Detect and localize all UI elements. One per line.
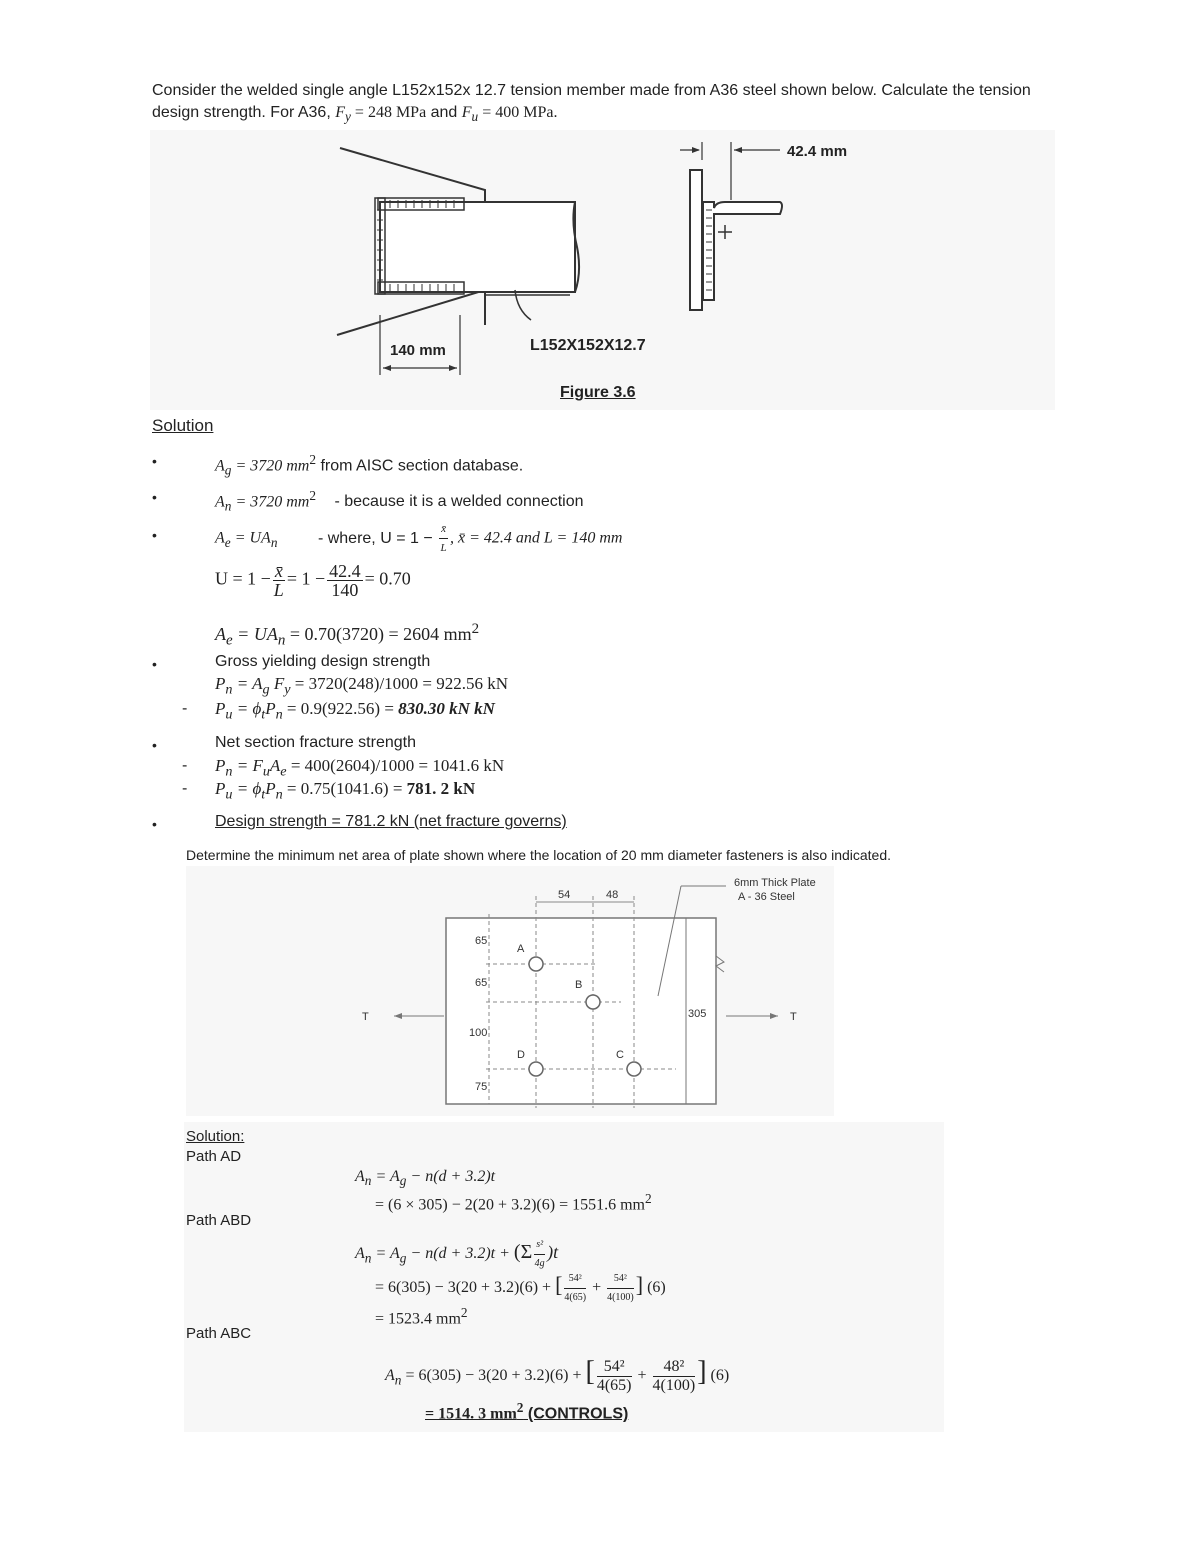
abc-line-1: $A_n = 6(305) - 3(20 + 3.2)(6)$ + [ $\frac{\text{54²}}{4(65)}$ + $\frac{\text{48²}}{4(100)}$ ] (6): [385, 1356, 730, 1394]
bullet-icon: •: [152, 737, 157, 753]
ae-fraction: [439, 520, 448, 557]
gross-pu-symbol: P: [215, 699, 226, 718]
net-pu-symbol: P: [215, 779, 226, 798]
u-frac2-den: 140: [331, 580, 359, 600]
abd-ag-sub: g: [399, 1250, 407, 1266]
angle-member: [380, 202, 575, 292]
gross-pu-sub: u: [225, 706, 233, 723]
u-frac2-num: 42.4: [329, 561, 361, 581]
hole-b: [586, 995, 600, 1009]
ae-line: [215, 520, 622, 557]
gross-pu-eq: = ϕ: [232, 699, 262, 718]
abd-an-sub: n: [364, 1250, 372, 1266]
net-ae: A: [269, 756, 281, 775]
bolted-plate-drawing: [186, 866, 834, 1116]
ae2-sup: 2: [471, 621, 480, 637]
ae2-eq: = UA: [232, 624, 278, 644]
gross-pn-eq: = A: [232, 674, 263, 693]
net-pu-sub: u: [225, 786, 233, 803]
net-pu-pn-sub: n: [275, 786, 283, 803]
ad-ag-sub: g: [399, 1173, 407, 1189]
u-frac1-den: L: [273, 580, 284, 600]
abd-result-sup: 2: [460, 1305, 468, 1320]
dim-65a: 65: [475, 935, 488, 947]
plate-label-1: 6mm Thick Plate: [734, 877, 816, 889]
ad-line-2: [375, 1188, 652, 1216]
ae-where: - where, U = 1 −: [317, 529, 438, 547]
abd-an: A: [355, 1245, 365, 1263]
net-pu-pn: P: [265, 779, 276, 798]
abc-result-sup: 2: [516, 1400, 524, 1415]
abc-frac-2: [653, 1358, 696, 1395]
problem-2-statement: Determine the minimum net area of plate shown where the location of 20 mm diameter fasteners is also indicated.: [186, 847, 892, 863]
dash-icon: -: [182, 700, 188, 717]
abd-rest: − n(d + 3.2)t +: [406, 1245, 514, 1263]
ad-rest: − n(d + 3.2)t: [406, 1168, 496, 1185]
dash-icon: -: [182, 757, 188, 774]
gross-ag-sub: g: [262, 681, 270, 698]
gross-pu-pn-sub: n: [275, 706, 283, 723]
gross-pn-symbol: P: [215, 674, 226, 693]
net-pn-sub: n: [225, 763, 233, 780]
abd-f2-den: 4(100): [607, 1292, 634, 1303]
bullet-icon: •: [152, 656, 157, 672]
ag-line: [215, 449, 523, 482]
net-pu-eq: = ϕ: [232, 779, 262, 798]
abd-sum-num: s²: [534, 1236, 545, 1255]
path-abc-label: Path ABC: [186, 1325, 252, 1342]
fy-value: = 248 MPa: [350, 104, 427, 121]
gross-pu-line: [215, 698, 495, 725]
ae-sub: e: [224, 534, 231, 550]
abc-calc: = 6(305) − 3(20 + 3.2)(6) +: [401, 1367, 586, 1385]
abd-f1-num: 54²: [564, 1270, 586, 1289]
net-pu-line: [215, 778, 475, 805]
abd-sum-close: )t: [547, 1242, 559, 1263]
weld-connection-drawing: [150, 130, 1055, 410]
u-rhs: = 0.70: [364, 568, 411, 589]
abc-result: = 1514. 3 mm: [425, 1405, 517, 1423]
ae-rest: , x̄ = 42.4 and L = 140 mm: [450, 529, 623, 547]
net-ae-sub: e: [280, 763, 287, 780]
bullet-icon: •: [152, 489, 157, 505]
ad-sup: 2: [644, 1191, 652, 1206]
u-lhs: U = 1 −: [215, 568, 271, 589]
fu-symbol: F: [461, 104, 472, 121]
angle-end-view: [703, 202, 782, 300]
solution-2-heading: Solution:: [186, 1128, 245, 1145]
load-left: T: [362, 1011, 369, 1023]
dash-icon: -: [182, 780, 188, 797]
abc-f1-den: 4(65): [596, 1377, 632, 1394]
ad-an: A: [355, 1168, 365, 1185]
abd-result: = 1523.4 mm: [375, 1310, 461, 1328]
abd-ag: = A: [371, 1245, 400, 1263]
u-equation: [215, 562, 411, 599]
ae-frac-den: L: [440, 542, 447, 554]
path-ad-label: Path AD: [186, 1148, 242, 1165]
label-d: D: [517, 1049, 525, 1061]
ae2-sub: e: [226, 632, 233, 649]
net-heading: Net section fracture strength: [215, 734, 416, 751]
label-c: C: [616, 1049, 624, 1061]
abc-tail: (6): [710, 1367, 730, 1385]
problem-statement-line-2: [152, 102, 557, 128]
an-sub: n: [224, 498, 232, 514]
bracket-close: ]: [697, 1356, 707, 1388]
dim-100: 100: [469, 1027, 488, 1039]
dim-48: 48: [606, 889, 619, 901]
gross-fy: F: [269, 674, 285, 693]
fu-sub: u: [471, 109, 479, 125]
bracket-open: [: [555, 1272, 563, 1298]
dim-42-label: 42.4 mm: [787, 143, 848, 160]
an-eq: = 3720 mm: [231, 493, 310, 511]
solution-heading: Solution: [152, 416, 214, 435]
abd-sum: (Σ: [513, 1241, 533, 1264]
abd-frac-2: [607, 1270, 634, 1307]
ag-eq: = 3720 mm: [231, 457, 310, 475]
fu-value: = 400 MPa.: [478, 104, 558, 121]
net-phi-sub: t: [261, 786, 266, 803]
statement-text: design strength. For A36,: [152, 104, 336, 121]
and-text: and: [426, 104, 462, 121]
gross-pn-rest: = 3720(248)/1000 = 922.56 kN: [290, 674, 509, 693]
net-pn-rest: = 400(2604)/1000 = 1041.6 kN: [286, 756, 505, 775]
ae2-symbol: A: [215, 624, 226, 644]
abc-an-sub: n: [394, 1372, 402, 1388]
gross-pu-rest: = 0.9(922.56) =: [282, 699, 399, 718]
an-note: - because it is a welded connection: [334, 493, 584, 511]
ae-eq-sub: n: [270, 534, 278, 550]
abd-f1-den: 4(65): [564, 1292, 587, 1303]
ag-sup: 2: [309, 452, 317, 467]
dim-54: 54: [558, 889, 571, 901]
ag-note: from AISC section database.: [316, 457, 524, 475]
figure-caption: Figure 3.6: [560, 384, 636, 401]
ag-symbol: A: [215, 457, 225, 475]
u-frac-2: [327, 562, 363, 599]
bracket-close: ]: [635, 1272, 644, 1298]
gross-pn-line: [215, 673, 508, 700]
plate-label-2: A - 36 Steel: [738, 891, 795, 903]
u-frac-1: [273, 562, 285, 599]
ae2-eq-sub: n: [277, 632, 286, 649]
an-line: [215, 485, 584, 518]
dim-305: 305: [688, 1008, 707, 1020]
gusset-bottom-edge: [337, 290, 485, 335]
hole-d: [529, 1062, 543, 1076]
abd-tail: (6): [647, 1279, 666, 1297]
ae-symbol: A: [215, 529, 225, 547]
dim-75: 75: [475, 1081, 488, 1093]
dim-140-label: 140 mm: [390, 342, 446, 359]
ae-frac-num: x̄: [439, 520, 448, 539]
abc-an: A: [385, 1367, 395, 1385]
ag-sub: g: [224, 462, 232, 478]
load-right: T: [790, 1011, 797, 1023]
abc-result-line: [425, 1397, 628, 1425]
hole-c: [627, 1062, 641, 1076]
gross-phi-sub: t: [261, 706, 266, 723]
gross-heading: Gross yielding design strength: [215, 653, 431, 670]
hole-a: [529, 957, 543, 971]
an-sup: 2: [309, 488, 317, 503]
label-b: B: [575, 979, 583, 991]
path-abd-label: Path ABD: [186, 1212, 252, 1229]
gross-pn-sub: n: [225, 681, 233, 698]
abd-sum-frac: [534, 1236, 545, 1273]
gusset-end-view: [690, 170, 702, 310]
net-pu-result: 781. 2 kN: [406, 779, 476, 798]
an-symbol: A: [215, 493, 225, 511]
ad-ag: = A: [371, 1168, 400, 1185]
abd-calc: = 6(305) − 3(20 + 3.2)(6) +: [375, 1279, 556, 1297]
bracket-open: [: [585, 1356, 595, 1388]
plate-figure: [186, 866, 834, 1116]
section-label: L152X152X12.7: [530, 337, 646, 354]
fy-sub: y: [345, 109, 351, 125]
gross-fy-sub: y: [284, 681, 291, 698]
label-a: A: [517, 943, 525, 955]
bullet-icon: •: [152, 527, 157, 543]
gross-pu-result: 830.30 kN kN: [398, 699, 495, 718]
abd-line-2: = 6(305) − 3(20 + 3.2)(6) + [ $\frac{\text{54²}}{4(65)}$ + $\frac{\text{54²}}{4(100)}$ ] (6): [375, 1270, 666, 1307]
ad-calc: = (6 × 305) − 2(20 + 3.2)(6) = 1551.6 mm: [375, 1196, 645, 1214]
problem-statement-line-1: Consider the welded single angle L152x152x 12.7 tension member made from A36 steel shown below. Calculate the tension: [152, 82, 1031, 99]
abc-controls: (CONTROLS): [523, 1405, 629, 1423]
net-pn-symbol: P: [215, 756, 226, 775]
abd-frac-1: [564, 1270, 586, 1307]
u-frac1-num: x̄: [274, 561, 283, 581]
abc-f2-num: 48²: [653, 1358, 696, 1377]
net-pu-rest: = 0.75(1041.6) =: [282, 779, 407, 798]
u-mid: = 1 −: [286, 568, 326, 589]
abc-f1-num: 54²: [597, 1358, 632, 1377]
bullet-icon: •: [152, 453, 157, 469]
ae2-line: [215, 618, 479, 652]
gross-pu-pn: P: [265, 699, 276, 718]
net-pn-eq: = F: [232, 756, 263, 775]
abd-sum-den: 4g: [534, 1258, 545, 1269]
dim-65b: 65: [475, 977, 488, 989]
abc-frac-1: [597, 1358, 632, 1395]
bullet-icon: •: [152, 816, 157, 832]
abd-line-1: [355, 1236, 558, 1273]
ae2-rest: = 0.70(3720) = 2604 mm: [285, 624, 472, 644]
ae-eq: = UA: [230, 529, 271, 547]
abc-f2-den: 4(100): [652, 1377, 696, 1394]
design-strength: Design strength = 781.2 kN (net fracture governs): [215, 813, 567, 830]
figure-3-6: [150, 130, 1055, 410]
abd-line-3: [375, 1302, 468, 1330]
abd-f2-num: 54²: [607, 1270, 634, 1289]
net-fu-sub: u: [262, 763, 270, 780]
ad-an-sub: n: [364, 1173, 372, 1189]
fy-symbol: F: [335, 104, 345, 121]
